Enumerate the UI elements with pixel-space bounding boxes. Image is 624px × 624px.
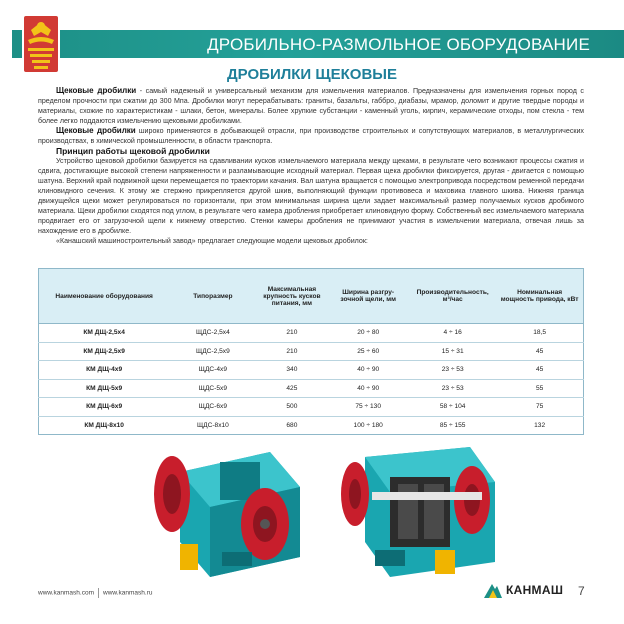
brand-name: КАНМАШ xyxy=(506,583,564,597)
table-row xyxy=(39,379,584,398)
cell-feed-size: 425 xyxy=(256,379,327,398)
table-header-row xyxy=(39,269,584,324)
header-capacity: Производительность, м³/час xyxy=(409,269,496,324)
cell-discharge: 100 ÷ 180 xyxy=(353,421,383,429)
table-row xyxy=(39,324,584,343)
cell-feed-size: 210 xyxy=(256,342,327,361)
cell-power: 18,5 xyxy=(496,324,583,343)
crusher-illustrations xyxy=(150,432,500,582)
header-discharge-width: Ширина разгру-зочной щели, мм xyxy=(327,269,409,324)
page-title: ДРОБИЛКИ ЩЕКОВЫЕ xyxy=(227,66,397,83)
header-type-size: Типоразмер xyxy=(169,269,256,324)
intro-paragraph-1 xyxy=(38,86,584,126)
cell-discharge: 20 ÷ 80 xyxy=(327,324,409,343)
cell-discharge: 75 ÷ 130 xyxy=(327,398,409,417)
page-number: 7 xyxy=(578,584,585,598)
jaw-crusher-cutaway-image xyxy=(341,447,495,577)
article-body xyxy=(38,86,584,246)
models-table xyxy=(38,268,584,435)
cell-discharge: 40 ÷ 90 xyxy=(327,379,409,398)
emblem-logo xyxy=(22,14,60,74)
banner-title: ДРОБИЛЬНО-РАЗМОЛЬНОЕ ОБОРУДОВАНИЕ xyxy=(207,35,590,54)
cell-discharge: 40 ÷ 90 xyxy=(327,361,409,380)
cell-capacity: 15 ÷ 31 xyxy=(409,342,496,361)
cell-feed-size: 340 xyxy=(256,361,327,380)
cell-model: КМ ДЩ-6х9 xyxy=(39,398,170,417)
footer-site-ru[interactable]: www.kanmash.ru xyxy=(103,589,153,597)
header-equipment-name: Наименование оборудования xyxy=(39,269,170,324)
jaw-crusher-assembled-image xyxy=(154,452,300,577)
intro-text-1: - самый надежный и универсальный механизм для измельчения материалов. Предназначены для измельчения горных пород с пределом прочности при сжатии до 300 Мпа. Дробилки могут перерабатывать: граниты, базальты, габбро, диабазы, мрамор, доломит и другие твердые породы и материалы, схожие по характеристикам - шлаки, бетон, минералы. Более хрупкие субстанции - каменный уголь, кирпич, керамические отходы, пом стекла - тем более легко поддаются измельчению щековыми дробилками. xyxy=(38,87,584,125)
table-row xyxy=(39,361,584,380)
cell-capacity: 23 ÷ 53 xyxy=(409,379,496,398)
cell-power: 45 xyxy=(496,361,583,380)
cell-type: ЩДС-4х9 xyxy=(169,361,256,380)
footer-websites xyxy=(38,588,153,598)
cell-model: КМ ДЩ-2,5х9 xyxy=(39,342,170,361)
cell-capacity: 4 ÷ 16 xyxy=(409,324,496,343)
cell-type: ЩДС-5х9 xyxy=(169,379,256,398)
cell-power: 132 xyxy=(534,421,546,429)
cell-type: ЩДС-6х9 xyxy=(169,398,256,417)
term-jaw-crushers: Щековые дробилки xyxy=(56,86,137,95)
cell-feed-size: 500 xyxy=(256,398,327,417)
cell-power: 75 xyxy=(496,398,583,417)
cell-capacity: 85 ÷ 155 xyxy=(439,421,466,429)
intro-paragraph-2 xyxy=(38,126,584,146)
table-row xyxy=(39,398,584,417)
term-jaw-crushers-2: Щековые дробилки xyxy=(56,126,136,135)
cell-power: 55 xyxy=(496,379,583,398)
brand-mountain-icon xyxy=(484,582,502,598)
cell-model: КМ ДЩ-5х9 xyxy=(39,379,170,398)
section-banner xyxy=(12,30,624,58)
cell-model: КМ ДЩ-8х10 xyxy=(84,421,124,429)
cell-discharge: 25 ÷ 60 xyxy=(327,342,409,361)
footer-site-com[interactable]: www.kanmash.com xyxy=(38,589,94,597)
cell-feed-size: 210 xyxy=(256,324,327,343)
header-max-feed-size: Максимальная крупность кусков питания, мм xyxy=(256,269,327,324)
header-power: Номинальная мощность привода, кВт xyxy=(496,269,583,324)
cell-type: ЩДС-8х10 xyxy=(196,421,229,429)
cell-model: КМ ДЩ-4х9 xyxy=(39,361,170,380)
cell-feed-size: 680 xyxy=(286,421,298,429)
intro-text-2: широко применяются в добывающей отрасли, при производстве строительных и сопутствующих материалов, в металлургических производствах, в химической промышленности, в области транспорта. xyxy=(38,127,584,145)
cell-power: 45 xyxy=(496,342,583,361)
table-row xyxy=(39,342,584,361)
cell-capacity: 23 ÷ 53 xyxy=(409,361,496,380)
cell-type: ЩДС-2,5х4 xyxy=(169,324,256,343)
cell-type: ЩДС-2,5х9 xyxy=(169,342,256,361)
cell-model: КМ ДЩ-2,5х4 xyxy=(39,324,170,343)
principle-heading: Принцип работы щековой дробилки xyxy=(56,146,210,156)
cell-capacity: 58 ÷ 104 xyxy=(409,398,496,417)
offer-paragraph: «Канашский машиностроительный завод» предлагает следующие модели щековых дробилок: xyxy=(56,237,368,245)
footer-divider xyxy=(98,588,99,598)
models-table-wrap xyxy=(38,268,584,435)
principle-paragraph: Устройство щековой дробилки базируется на сдавливании кусков измельчаемого материала между щеками, в результате чего возникают процессы сжатия и сдвига, достигающие высокой степени напряженности и разламывающие исходный материал. Первая щека дробилки фиксируется, другая - двигается с помощью шатуна. Верхний край подвижной щеки перемещается по траектории качания. Вал шатуна вращается с помощью электропривода посредством ременной передачи клиновидного сечения. К этому же стержню прикрепляется другой шкив, выполняющий функции противовеса и маховика главного шкива. Нижняя граница движущейся щеки может регулироваться по горизонтали, при этом минимальная ширина щели задает максимальный размер получаемых кусков дробимого материала. Щеки дробилки сходятся под углом, в результате чего камера дробления приобретает клиновидную форму. Собственный вес измельчаемого материала продвигает его от загрузочной щели к нижнему отверстию. Стенки камеры дробления не принимают участия в измельчении материала, отвечая лишь за нахождение его в дробилке. xyxy=(38,157,584,235)
